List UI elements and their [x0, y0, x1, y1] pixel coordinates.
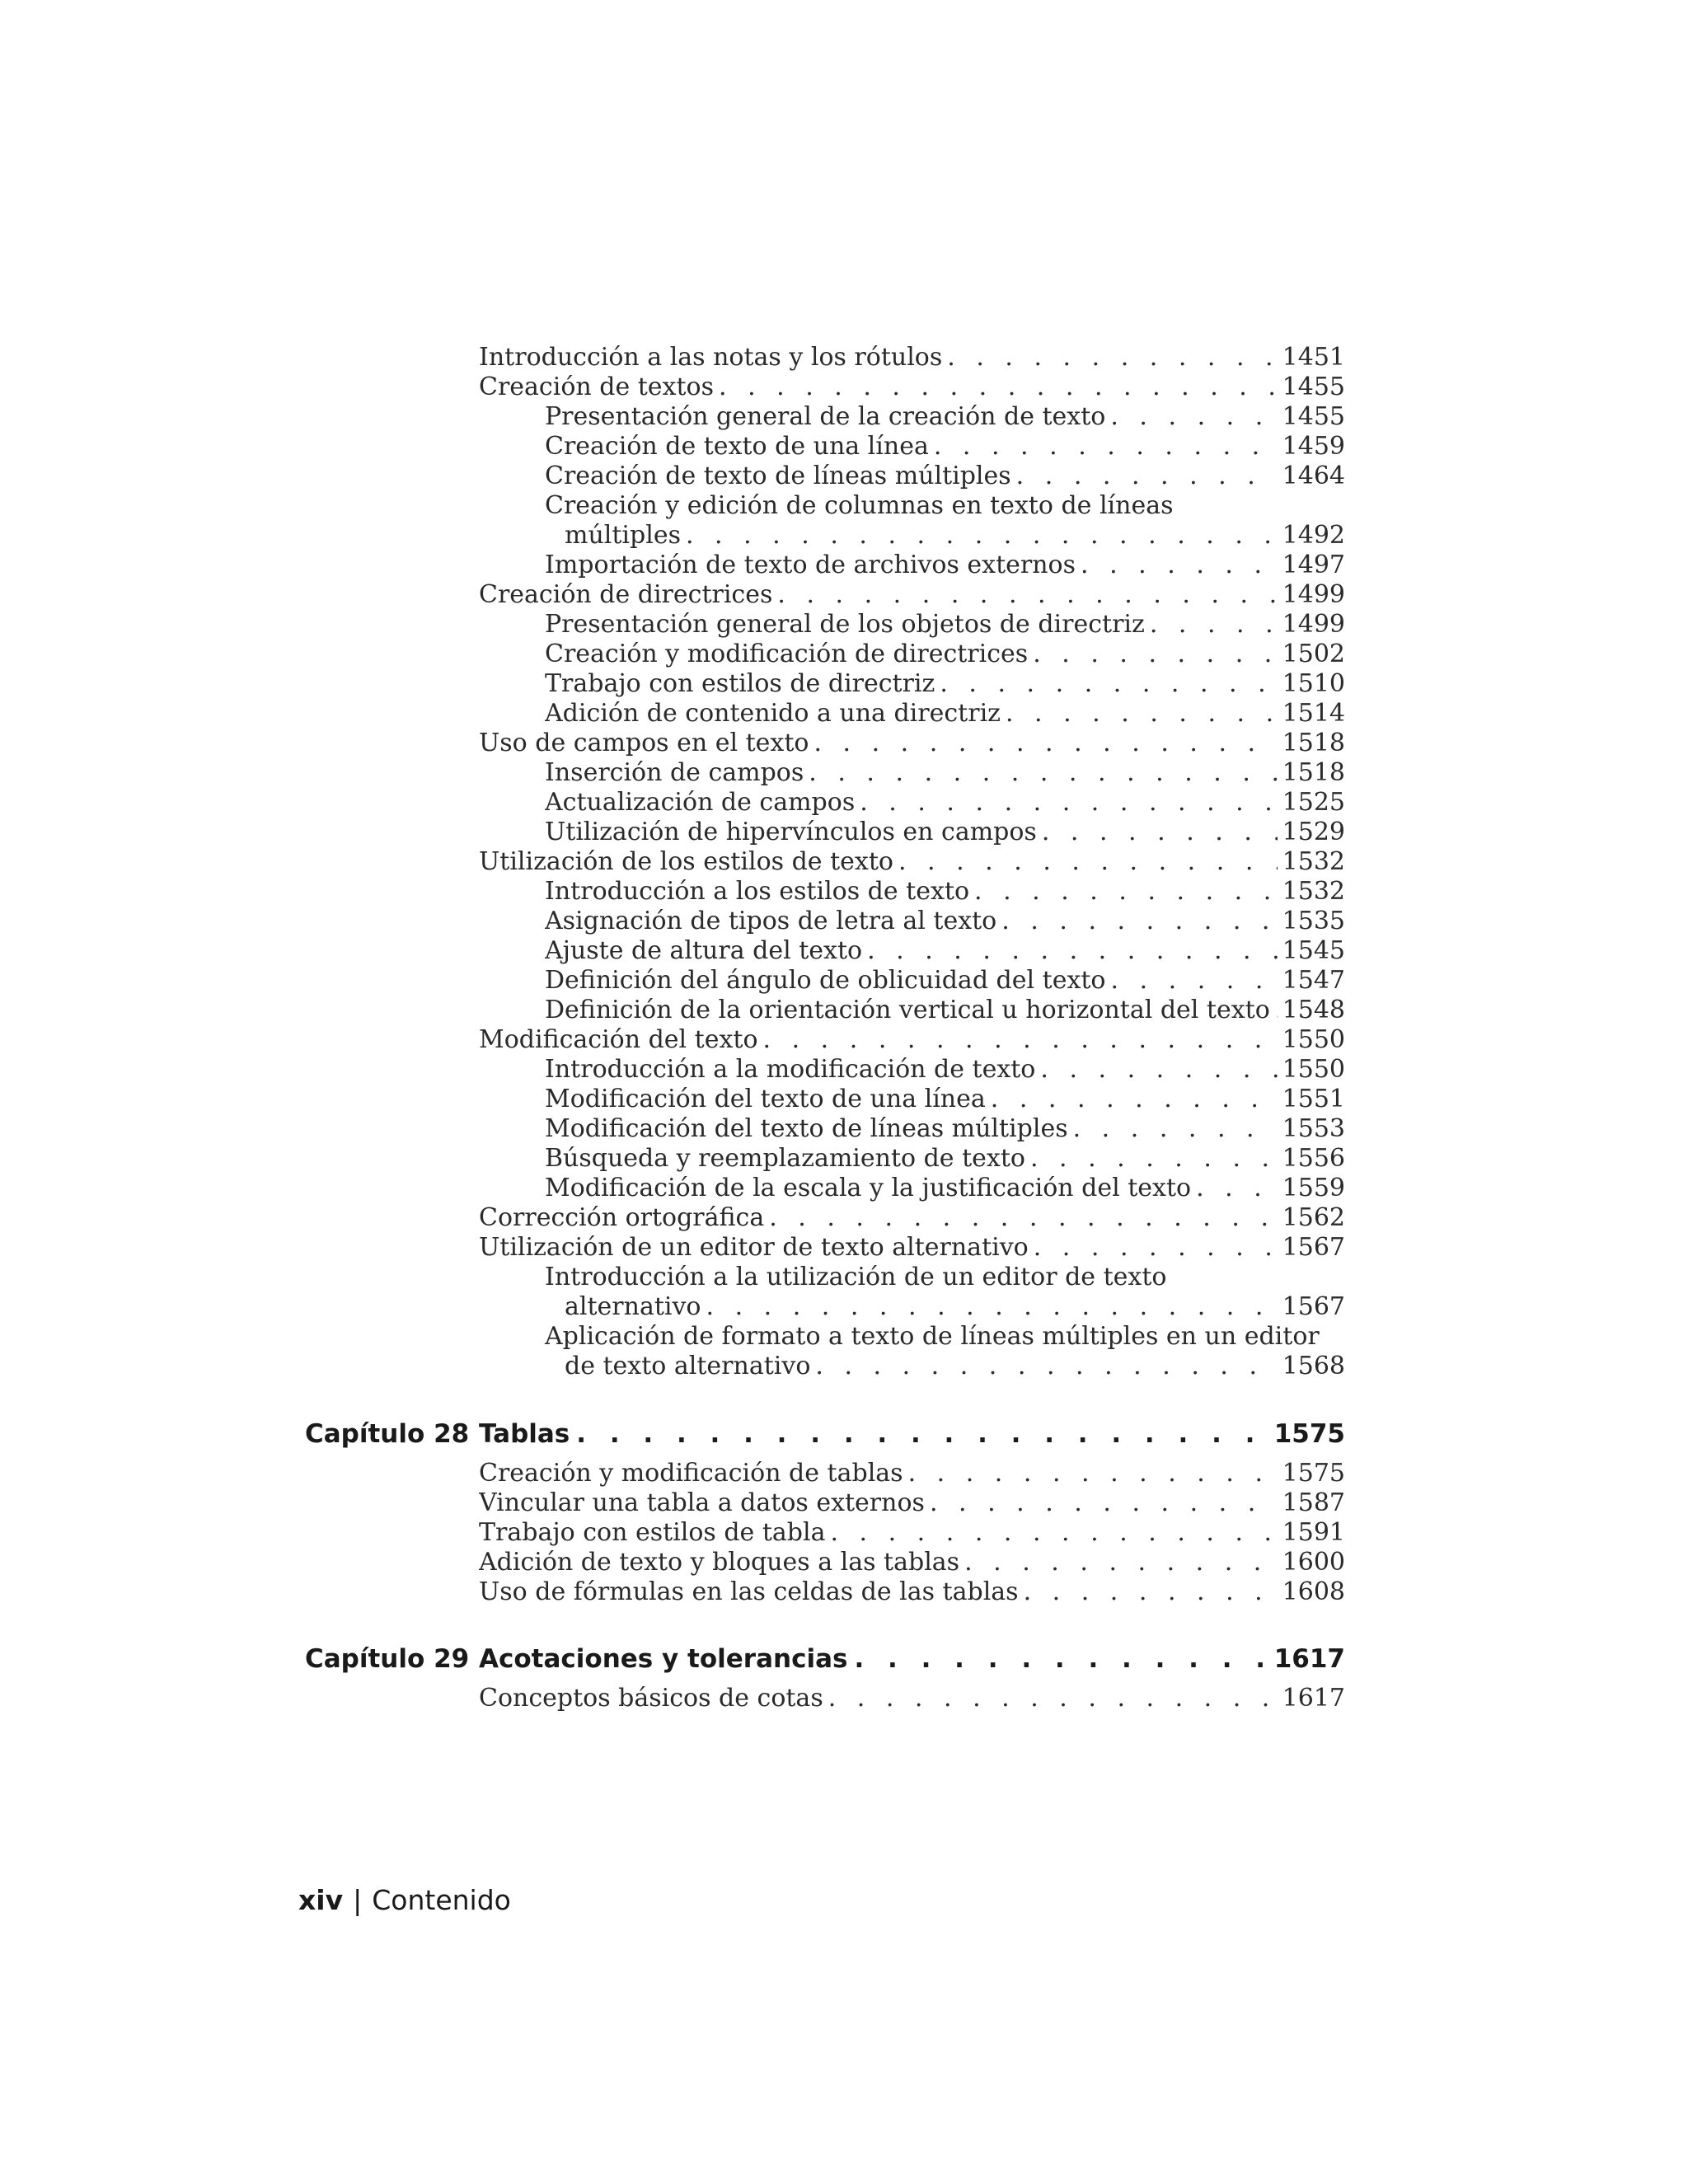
- toc-entry-page: 1518: [1282, 758, 1345, 787]
- toc-entry[interactable]: [479, 1488, 1345, 1518]
- dot-leader: [854, 1643, 1267, 1675]
- toc-subentry-title-line[interactable]: Creación y edición de columnas en texto de líneas: [545, 491, 1174, 520]
- dot-leader: [934, 432, 1278, 462]
- toc-entry-page: 1575: [1282, 1459, 1345, 1488]
- toc-entry-title: Trabajo con estilos de tabla: [479, 1518, 826, 1547]
- toc-entry-page: 1600: [1282, 1548, 1345, 1577]
- toc-entry-title: Vincular una tabla a datos externos: [479, 1488, 925, 1517]
- toc-entry-page: 1587: [1282, 1488, 1345, 1517]
- dot-leader: [1016, 462, 1278, 491]
- toc-entry-title: Importación de texto de archivos externos: [545, 551, 1076, 579]
- toc-subentry[interactable]: [545, 1085, 1345, 1114]
- toc-entry-page: 1492: [1282, 521, 1345, 550]
- dot-leader: [815, 1352, 1277, 1381]
- chapter-title: Acotaciones y tolerancias: [479, 1644, 848, 1674]
- toc-entry[interactable]: [479, 1459, 1345, 1488]
- toc-entry-title: Conceptos básicos de cotas: [479, 1684, 823, 1713]
- toc-subentry-title-line[interactable]: Aplicación de formato a texto de líneas múltiples en un editor: [545, 1322, 1320, 1351]
- toc-entry-page: 1499: [1282, 610, 1345, 639]
- toc-entry[interactable]: [479, 847, 1345, 877]
- chapter-28-label: Capítulo 28: [305, 1419, 470, 1449]
- toc-entry-title: Modificación de la escala y la justificación del texto: [545, 1174, 1192, 1202]
- toc-subentry[interactable]: [545, 877, 1345, 907]
- toc-entry-title: Modificación del texto de líneas múltiples: [545, 1114, 1068, 1143]
- toc-entry-title: Ajuste de altura del texto: [545, 936, 863, 965]
- toc-entry-page: 1553: [1282, 1114, 1345, 1143]
- toc-entry[interactable]: [479, 1203, 1345, 1233]
- page-number: xiv: [298, 1884, 344, 1916]
- dot-leader: [576, 1418, 1267, 1451]
- toc-entry-title: Inserción de campos: [545, 758, 804, 787]
- toc-entry-page: 1567: [1282, 1292, 1345, 1321]
- toc-entry-page: 1451: [1282, 343, 1345, 372]
- toc-entry-title: alternativo: [565, 1292, 701, 1321]
- dot-leader: [830, 1518, 1277, 1548]
- toc-entry-page: 1559: [1282, 1174, 1345, 1202]
- toc-subentry[interactable]: [545, 1174, 1345, 1203]
- dot-leader: [1030, 1144, 1278, 1174]
- toc-subentry[interactable]: [545, 402, 1345, 432]
- toc-entry-page: 1548: [1282, 996, 1345, 1024]
- toc-subentry[interactable]: [545, 669, 1345, 699]
- dot-leader: [974, 877, 1278, 907]
- chapter-page: 1575: [1273, 1419, 1345, 1449]
- dot-leader: [809, 758, 1277, 788]
- toc-entry[interactable]: [479, 1233, 1345, 1263]
- toc-subentry[interactable]: [545, 966, 1345, 996]
- toc-subentry[interactable]: [545, 610, 1345, 640]
- toc-entry-page: 1567: [1282, 1233, 1345, 1262]
- toc-entry-page: 1464: [1282, 462, 1345, 490]
- dot-leader: [828, 1684, 1278, 1713]
- toc-subentry[interactable]: [545, 788, 1345, 818]
- toc-entry-page: 1608: [1282, 1577, 1345, 1606]
- dot-leader: [1040, 1055, 1277, 1085]
- dot-leader: [930, 1488, 1278, 1518]
- dot-leader: [763, 1025, 1278, 1055]
- toc-entry-page: 1556: [1282, 1144, 1345, 1173]
- toc-entry-page: 1502: [1282, 640, 1345, 668]
- toc-subentry[interactable]: [565, 1352, 1345, 1381]
- dot-leader: [940, 669, 1277, 699]
- dot-leader: [1006, 699, 1278, 729]
- toc-entry[interactable]: [479, 1577, 1345, 1607]
- toc-entry-page: 1545: [1282, 936, 1345, 965]
- toc-subentry[interactable]: [545, 1114, 1345, 1144]
- toc-entry[interactable]: [479, 1684, 1345, 1713]
- toc-entry-page: 1529: [1282, 818, 1345, 846]
- toc-entry-title: Definición del ángulo de oblicuidad del texto: [545, 966, 1106, 995]
- toc-entry[interactable]: [479, 373, 1345, 402]
- toc-entry-page: 1535: [1282, 907, 1345, 935]
- toc-entry[interactable]: [479, 343, 1345, 373]
- toc-entry[interactable]: [479, 1025, 1345, 1055]
- toc-entry-title: Actualización de campos: [545, 788, 856, 817]
- dot-leader: [1196, 1174, 1278, 1203]
- dot-leader: [1042, 818, 1278, 847]
- toc-entry-page: 1514: [1282, 699, 1345, 728]
- dot-leader: [1111, 966, 1278, 996]
- toc-entry-page: 1550: [1282, 1055, 1345, 1084]
- toc-entry-page: 1510: [1282, 669, 1345, 698]
- toc-subentry[interactable]: [545, 432, 1345, 462]
- toc-entry-title: Presentación general de los objetos de directriz: [545, 610, 1145, 639]
- toc-entry-title: Introducción a la modificación de texto: [545, 1055, 1036, 1084]
- dot-leader: [706, 1292, 1278, 1322]
- toc-entry-page: 1532: [1282, 877, 1345, 906]
- chapter-28-entry[interactable]: [479, 1418, 1345, 1451]
- toc-entry-page: 1547: [1282, 966, 1345, 995]
- toc-subentry[interactable]: [545, 936, 1345, 966]
- dot-leader: [1034, 1233, 1278, 1263]
- toc-entry-title: múltiples: [565, 521, 681, 550]
- toc-entry-title: Creación y modificación de directrices: [545, 640, 1029, 668]
- dot-leader: [947, 343, 1277, 373]
- dot-leader: [964, 1548, 1278, 1577]
- dot-leader: [1024, 1577, 1278, 1607]
- toc-entry-title: Búsqueda y reemplazamiento de texto: [545, 1144, 1025, 1173]
- dot-leader: [1073, 1114, 1278, 1144]
- toc-entry-page: 1518: [1282, 729, 1345, 757]
- toc-entry[interactable]: [479, 1548, 1345, 1577]
- toc-entry-title: Utilización de los estilos de texto: [479, 847, 893, 876]
- toc-entry-title: Modificación del texto de una línea: [545, 1085, 986, 1113]
- toc-entry-title: Creación de textos: [479, 373, 714, 401]
- toc-entry-title: Trabajo con estilos de directriz: [545, 669, 935, 698]
- dot-leader: [769, 1203, 1277, 1233]
- toc-entry-page: 1551: [1282, 1085, 1345, 1113]
- toc-entry-page: 1591: [1282, 1518, 1345, 1547]
- dot-leader: [1001, 907, 1277, 936]
- chapter-29-entry[interactable]: [479, 1643, 1345, 1675]
- footer-section-title: Contenido: [372, 1884, 511, 1916]
- toc-entry-page: 1455: [1282, 373, 1345, 401]
- toc-entry-title: Presentación general de la creación de texto: [545, 402, 1106, 431]
- dot-leader: [1275, 996, 1278, 1025]
- dot-leader: [719, 373, 1278, 402]
- toc-subentry[interactable]: [545, 640, 1345, 669]
- toc-entry-page: 1497: [1282, 551, 1345, 579]
- dot-leader: [814, 729, 1277, 758]
- toc-subentry[interactable]: [545, 462, 1345, 491]
- dot-leader: [686, 521, 1278, 551]
- toc-entry-title: Uso de campos en el texto: [479, 729, 809, 757]
- chapter-title: Tablas: [479, 1419, 570, 1449]
- dot-leader: [867, 936, 1278, 966]
- toc-entry-title: Creación de directrices: [479, 580, 773, 609]
- chapter-page: 1617: [1273, 1644, 1345, 1674]
- toc-entry-page: 1532: [1282, 847, 1345, 876]
- toc-entry[interactable]: [479, 580, 1345, 610]
- toc-entry-page: 1568: [1282, 1352, 1345, 1380]
- toc-entry[interactable]: [479, 729, 1345, 758]
- dot-leader: [898, 847, 1278, 877]
- toc-entry-title: Creación y modificación de tablas: [479, 1459, 903, 1488]
- toc-entry-page: 1459: [1282, 432, 1345, 461]
- toc-entry-page: 1525: [1282, 788, 1345, 817]
- toc-subentry[interactable]: [545, 699, 1345, 729]
- dot-leader: [860, 788, 1277, 818]
- toc-entry-title: Asignación de tipos de letra al texto: [545, 907, 997, 935]
- toc-entry-page: 1499: [1282, 580, 1345, 609]
- toc-entry-title: Corrección ortográfica: [479, 1203, 765, 1232]
- toc-subentry-title-line[interactable]: Introducción a la utilización de un editor de texto: [545, 1263, 1167, 1291]
- toc-entry[interactable]: [479, 1518, 1345, 1548]
- dot-leader: [1110, 402, 1277, 432]
- toc-subentry[interactable]: [545, 907, 1345, 936]
- toc-entry-page: 1550: [1282, 1025, 1345, 1054]
- toc-entry-title: Creación de texto de líneas múltiples: [545, 462, 1011, 490]
- dot-leader: [777, 580, 1277, 610]
- toc-subentry[interactable]: [565, 521, 1345, 551]
- toc-entry-title: Introducción a las notas y los rótulos: [479, 343, 943, 372]
- toc-subentry[interactable]: [565, 1292, 1345, 1322]
- dot-leader: [991, 1085, 1278, 1114]
- toc-subentry[interactable]: [545, 1055, 1345, 1085]
- toc-subentry[interactable]: [545, 551, 1345, 580]
- toc-entry-title: Adición de contenido a una directriz: [545, 699, 1001, 728]
- toc-subentry[interactable]: [545, 758, 1345, 788]
- dot-leader: [1150, 610, 1278, 640]
- footer-separator: |: [353, 1884, 363, 1916]
- toc-subentry[interactable]: [545, 818, 1345, 847]
- toc-entry-page: 1455: [1282, 402, 1345, 431]
- toc-entry-title: de texto alternativo: [565, 1352, 811, 1380]
- toc-entry-title: Utilización de hipervínculos en campos: [545, 818, 1037, 846]
- toc-entry-title: Creación de texto de una línea: [545, 432, 929, 461]
- toc-entry-title: Definición de la orientación vertical u horizontal del texto: [545, 996, 1270, 1024]
- page-footer: [298, 1884, 511, 1917]
- toc-entry-title: Introducción a los estilos de texto: [545, 877, 970, 906]
- chapter-29-label: Capítulo 29: [305, 1644, 470, 1674]
- toc-subentry[interactable]: [545, 1144, 1345, 1174]
- dot-leader: [1081, 551, 1278, 580]
- dot-leader: [908, 1459, 1278, 1488]
- toc-entry-title: Adición de texto y bloques a las tablas: [479, 1548, 960, 1577]
- toc-subentry[interactable]: [545, 996, 1345, 1025]
- dot-leader: [1033, 640, 1277, 669]
- toc-entry-page: 1562: [1282, 1203, 1345, 1232]
- toc-entry-title: Uso de fórmulas en las celdas de las tablas: [479, 1577, 1019, 1606]
- toc-entry-page: 1617: [1282, 1684, 1345, 1713]
- toc-entry-title: Modificación del texto: [479, 1025, 758, 1054]
- toc-entry-title: Utilización de un editor de texto alternativo: [479, 1233, 1029, 1262]
